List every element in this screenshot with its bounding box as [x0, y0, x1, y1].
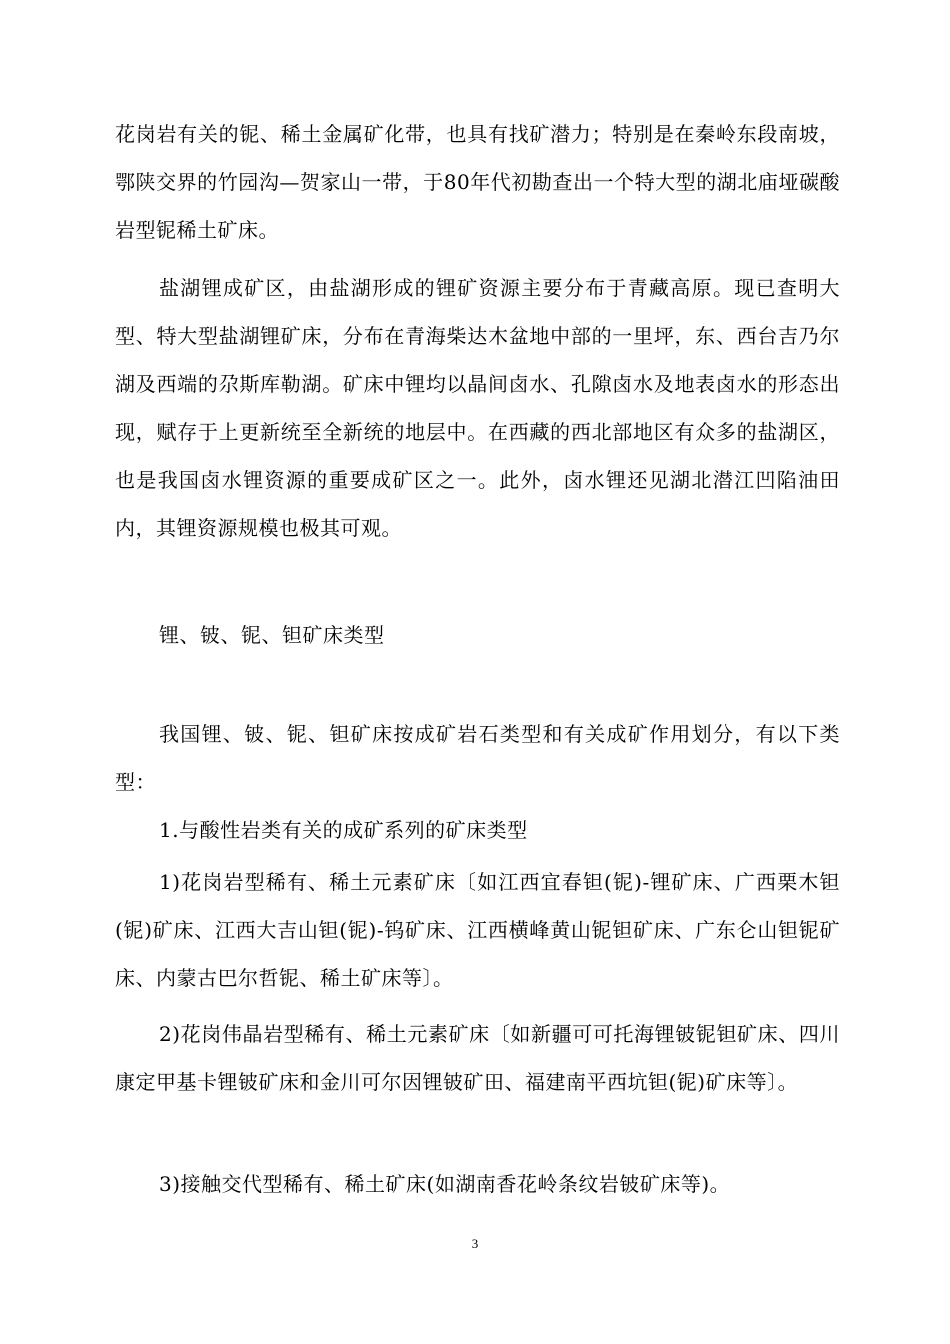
paragraph-deposit-types-intro: 我国锂、铍、铌、钽矿床按成矿岩石类型和有关成矿作用划分，有以下类型： [115, 722, 840, 794]
page-number: 3 [471, 1236, 479, 1251]
paragraph-salt-lake-lithium: 盐湖锂成矿区，由盐湖形成的锂矿资源主要分布于青藏高原。现已查明大型、特大型盐湖锂矿床，分布在青海柴达木盆地中部的一里坪，东、西台吉乃尔湖及西端的尕斯库勒湖。矿床中锂均以晶间卤水、孔隙卤水及地表卤水的形态出现，赋存于上更新统至全新统的地层中。在西藏的西北部地区有众多的盐湖区，也是我国卤水锂资源的重要成矿区之一。此外，卤水锂还见湖北潜江凹陷油田内，其锂资源规模也极其可观。 [115, 276, 840, 540]
list-heading-acidic-rocks: 1.与酸性岩类有关的成矿系列的矿床类型 [159, 818, 528, 842]
paragraph-continuation: 花岗岩有关的铌、稀土金属矿化带，也具有找矿潜力；特别是在秦岭东段南坡，鄂陕交界的竹园沟—贺家山一带，于80年代初勘查出一个特大型的湖北庙垭碳酸岩型铌稀土矿床。 [115, 122, 840, 242]
list-item-pegmatite-type: 2)花岗伟晶岩型稀有、稀土元素矿床〔如新疆可可托海锂铍铌钽矿床、四川康定甲基卡锂铍矿床和金川可尔因锂铍矿田、福建南平西坑钽(铌)矿床等〕。 [115, 1022, 840, 1094]
list-item-granite-type: 1)花岗岩型稀有、稀土元素矿床〔如江西宜春钽(铌)-锂矿床、广西栗木钽(铌)矿床、江西大吉山钽(铌)-钨矿床、江西横峰黄山铌钽矿床、广东仑山钽铌矿床、内蒙古巴尔哲铌、稀土矿床等〕。 [115, 870, 840, 990]
list-item-contact-metasomatic-type: 3)接触交代型稀有、稀土矿床(如湖南香花岭条纹岩铍矿床等)。 [159, 1172, 731, 1196]
section-heading: 锂、铍、铌、钽矿床类型 [159, 623, 385, 647]
